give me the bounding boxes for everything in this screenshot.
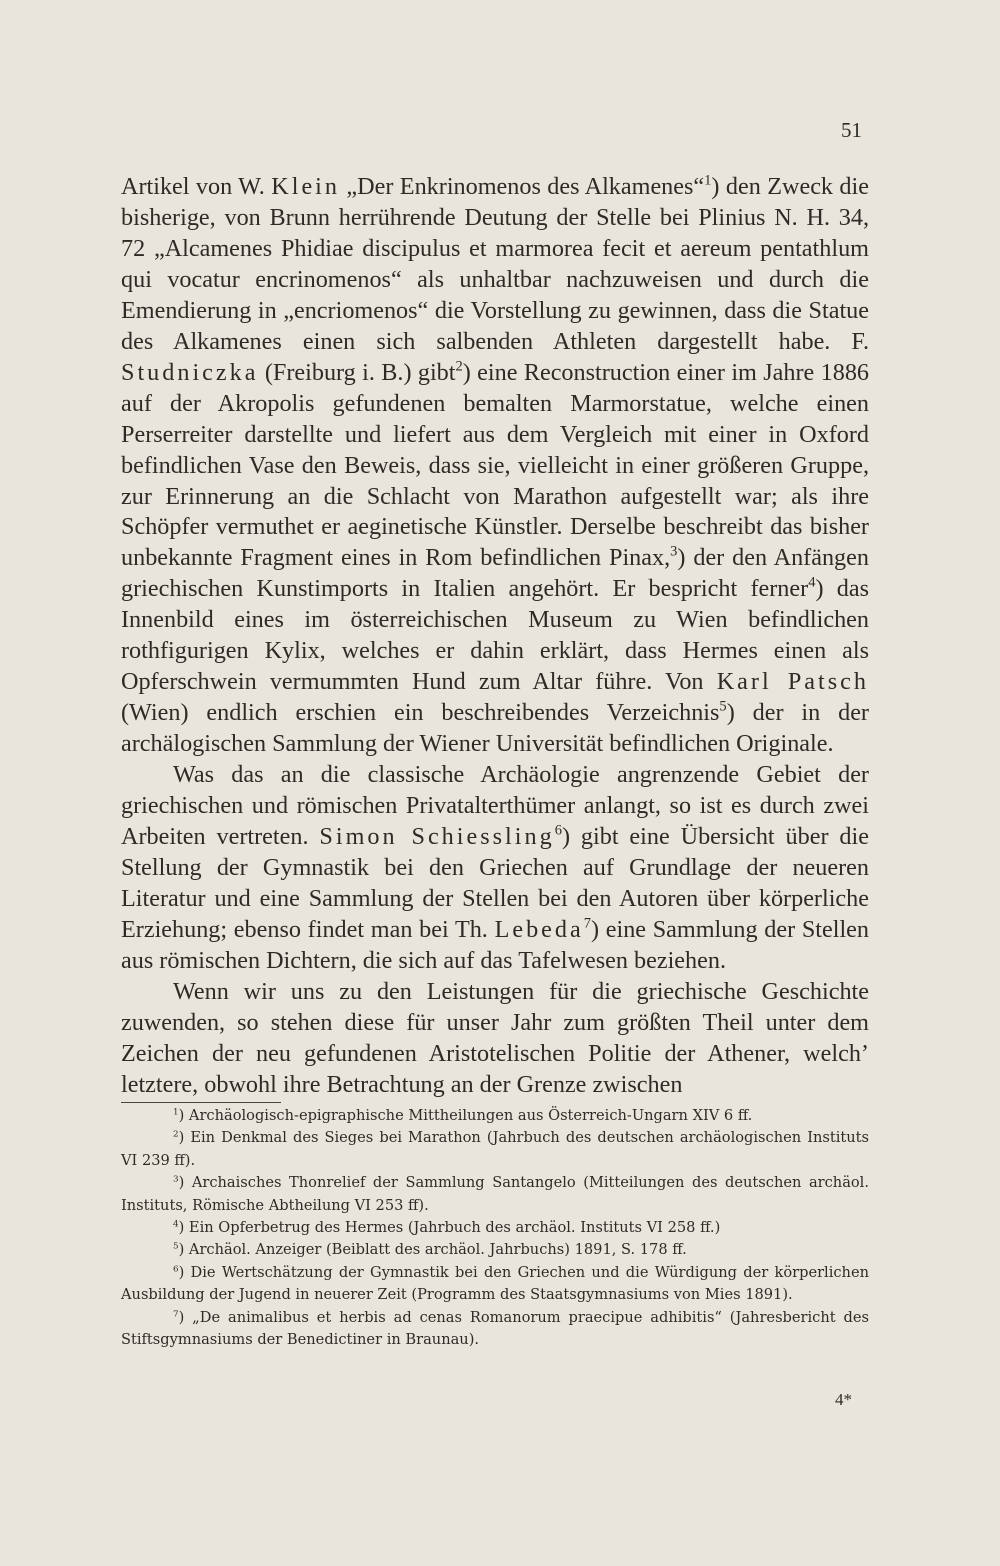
footnote-text: ) Archäologisch-epigraphische Mittheilungen aus Österreich-Ungarn XIV 6 ff. [178, 1107, 753, 1124]
footnote-reference: 3 [670, 544, 678, 560]
footnote [121, 1127, 869, 1172]
text-run: ) eine Reconstruction einer im Jahre 1886 auf der Akropolis gefundenen bemalten Marmorstatue, welche einen Perserreiter darstellte und liefert aus dem Vergleich mit einer in Oxford befindlichen Vase den Beweis, dass sie, vielleicht in einer größeren Gruppe, zur Erinnerung an die Schlacht von Marathon aufgestellt war; als ihre Schöpfer vermuthet er aeginetische Künstler. Derselbe beschreibt das bisher unbekannte Fragment eines in Rom befindlichen Pinax, [121, 358, 870, 572]
footnote-mark: 1 [173, 1107, 179, 1118]
footnote [121, 1307, 869, 1352]
footnote-text: ) Ein Opferbetrug des Hermes (Jahrbuch des archäol. Instituts VI 258 ff.) [178, 1219, 721, 1237]
signature-mark: 4* [835, 1390, 852, 1409]
body-text [121, 172, 869, 1101]
footnote-divider [121, 1102, 281, 1103]
footnote-reference: 7 [583, 915, 591, 932]
footnote-mark: 5 [173, 1241, 179, 1252]
page-number: 51 [841, 118, 862, 142]
spaced-name: Simon Schiessling [319, 823, 555, 851]
text-run: ) eine Sammlung der Stellen aus römischen Dichtern, die sich auf das Tafelwesen beziehen. [121, 915, 870, 974]
text-run: ) der den Anfängen griechischen Kunstimports in Italien angehört. Er bespricht ferner [121, 544, 869, 603]
text-run: (Freiburg i. B.) gibt [258, 358, 456, 386]
footnote-mark: 2 [173, 1129, 179, 1140]
footnote-reference: 4 [808, 574, 816, 591]
footnote-mark: 7 [173, 1308, 179, 1319]
footnote [121, 1105, 869, 1127]
text-run: Was das an die classische Archäologie angrenzende Gebiet der griechischen und römischen Privatalterthümer anlangt, so ist es durch zwei Arbeiten vertreten. [121, 761, 869, 851]
footnote [121, 1172, 869, 1217]
footnote-mark: 6 [173, 1264, 179, 1275]
text-run: (Wien) endlich erschien ein beschreibendes Verzeichnis [121, 699, 720, 727]
footnote [121, 1239, 869, 1261]
footnote-text: ) Archaisches Thonrelief der Sammlung Santangelo (Mitteilungen des deutschen archäol. Instituts, Römische Abtheilung VI 253 ff). [121, 1174, 869, 1214]
spaced-name: Klein [271, 173, 340, 200]
paragraph [121, 977, 869, 1101]
text-run: ) den Zweck die bisherige, von Brunn herrührende Deutung der Stelle bei Plinius N. H. 34, 72 „Alcamenes Phidiae discipulus et marmorea fecit et aereum pentathlum qui vocatur encrinomenos“ als unhaltbar nachzuweisen und durch die Emendierung in „encriomenos“ die Vorstellung zu gewinnen, dass die Statue des Alkamenes einen sich salbenden Athleten dargestellt habe. F. [121, 173, 869, 355]
footnote-text: ) Die Wertschätzung der Gymnastik bei den Griechen und die Würdigung der körperlichen Ausbildung der Jugend in neuerer Zeit (Programm des Staatsgymnasiums von Mies 1891). [121, 1263, 869, 1304]
text-run: Artikel von W. [121, 173, 272, 200]
footnote-reference: 5 [719, 698, 727, 715]
footnote-reference: 2 [455, 358, 463, 375]
footnotes [121, 1105, 869, 1351]
footnote-text: ) Archäol. Anzeiger (Beiblatt des archäol. Jahrbuchs) 1891, S. 178 ff. [178, 1241, 687, 1259]
footnote-mark: 4 [173, 1219, 179, 1230]
text-run: ) der in der archälogischen Sammlung der Wiener Universität befindlichen Originale. [121, 699, 869, 758]
footnote [121, 1262, 869, 1307]
paragraph [121, 172, 869, 760]
footnote-reference: 1 [704, 172, 712, 189]
text-run: Wenn wir uns zu den Leistungen für die griechische Geschichte zuwenden, so stehen diese für unser Jahr zum größten Theil unter dem Zeichen der neu gefundenen Aristotelischen Politie der Athener, welch’ letztere, obwohl ihre Betrachtung an der Grenze zwischen [121, 977, 869, 1098]
footnote [121, 1217, 869, 1239]
spaced-name: Karl Patsch [716, 668, 869, 696]
footnote-text: ) Ein Denkmal des Sieges bei Marathon (Jahrbuch des deutschen archäologischen Instituts VI 239 ff). [121, 1129, 869, 1169]
spaced-name: Lebeda [494, 915, 584, 943]
footnote-reference: 6 [554, 822, 562, 839]
footnote-mark: 3 [173, 1174, 179, 1185]
text-run: ) das Innenbild eines im österreichischen Museum zu Wien befindlichen rothfigurigen Kylix, welches er dahin erklärt, dass Hermes einen als Opferschwein vermummten Hund zum Altar führe. Von [121, 575, 870, 696]
text-run: „Der Enkrinomenos des Alkamenes“ [340, 173, 705, 200]
text-run: ) gibt eine Übersicht über die Stellung der Gymnastik bei den Griechen auf Grundlage der neueren Literatur und eine Sammlung der Stellen bei den Autoren über körperliche Erziehung; ebenso findet man bei Th. [121, 823, 869, 943]
footnote-text: ) „De animalibus et herbis ad cenas Romanorum praecipue adhibitis“ (Jahresbericht des Stiftsgymnasiums der Benedictiner in Braunau). [121, 1308, 869, 1349]
paragraph [121, 760, 869, 977]
spaced-name: Studniczka [121, 358, 259, 386]
